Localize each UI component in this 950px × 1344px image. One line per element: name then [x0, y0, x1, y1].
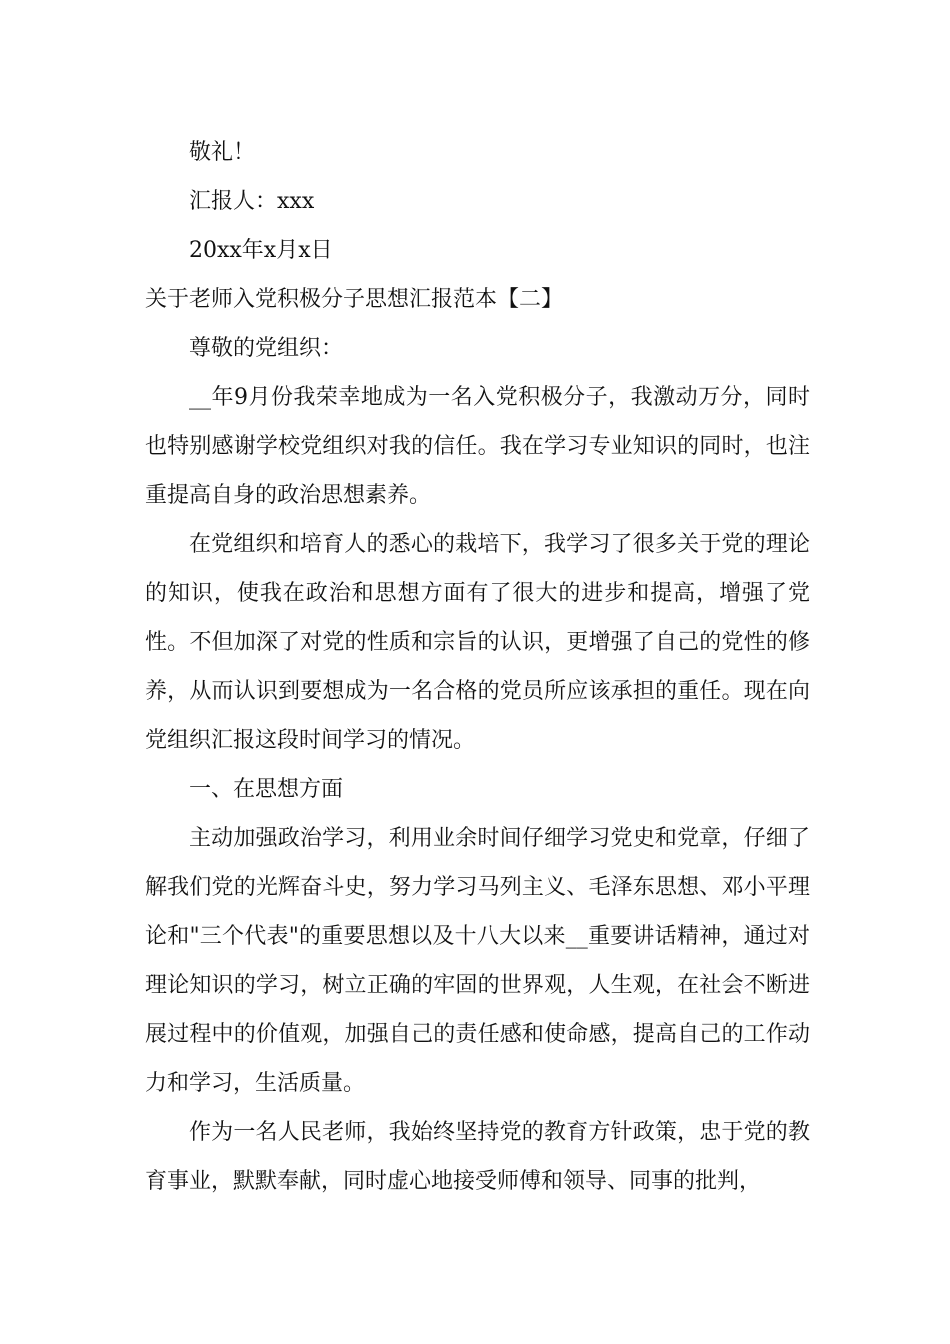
paragraph-1-blank: __	[189, 385, 211, 410]
paragraph-1	[145, 373, 810, 520]
greeting: 尊敬的党组织：	[189, 336, 344, 361]
paragraph-2: 在党组织和培育人的悉心的栽培下，我学习了很多关于党的理论的知识，使我在政治和思想方面有了很大的进步和提高，增强了党性。不但加深了对党的性质和宗旨的认识，更增强了自己的党性的修养，从而认识到要想成为一名合格的党员所应该承担的重任。现在向党组织汇报这段时间学习的情况。	[145, 532, 810, 753]
heading-thought: 一、在思想方面	[189, 777, 344, 802]
paragraph-3: 主动加强政治学习，利用业余时间仔细学习党史和党章，仔细了解我们党的光辉奋斗史，努力学习马列主义、毛泽东思想、邓小平理论和"三个代表"的重要思想以及十八大以来__重要讲话精神，通过对理论知识的学习，树立正确的牢固的世界观，人生观，在社会不断进展过程中的价值观，加强自己的责任感和使命感，提高自己的工作动力和学习，生活质量。	[145, 826, 810, 1096]
paragraph-1-text: 年9月份我荣幸地成为一名入党积极分子，我激动万分，同时也特别感谢学校党组织对我的信任。我在学习专业知识的同时，也注重提高自身的政治思想素养。	[145, 385, 810, 508]
closing-salute: 敬礼！	[189, 140, 256, 165]
paragraph-4: 作为一名人民老师，我始终坚持党的教育方针政策，忠于党的教育事业，默默奉献，同时虚心地接受师傅和领导、同事的批判，	[145, 1120, 810, 1194]
section-title: 关于老师入党积极分子思想汇报范本【二】	[145, 287, 564, 312]
date-line: 20xx年x月x日	[189, 238, 333, 263]
document-body	[145, 128, 810, 1206]
reporter-line: 汇报人：xxx	[189, 189, 315, 214]
